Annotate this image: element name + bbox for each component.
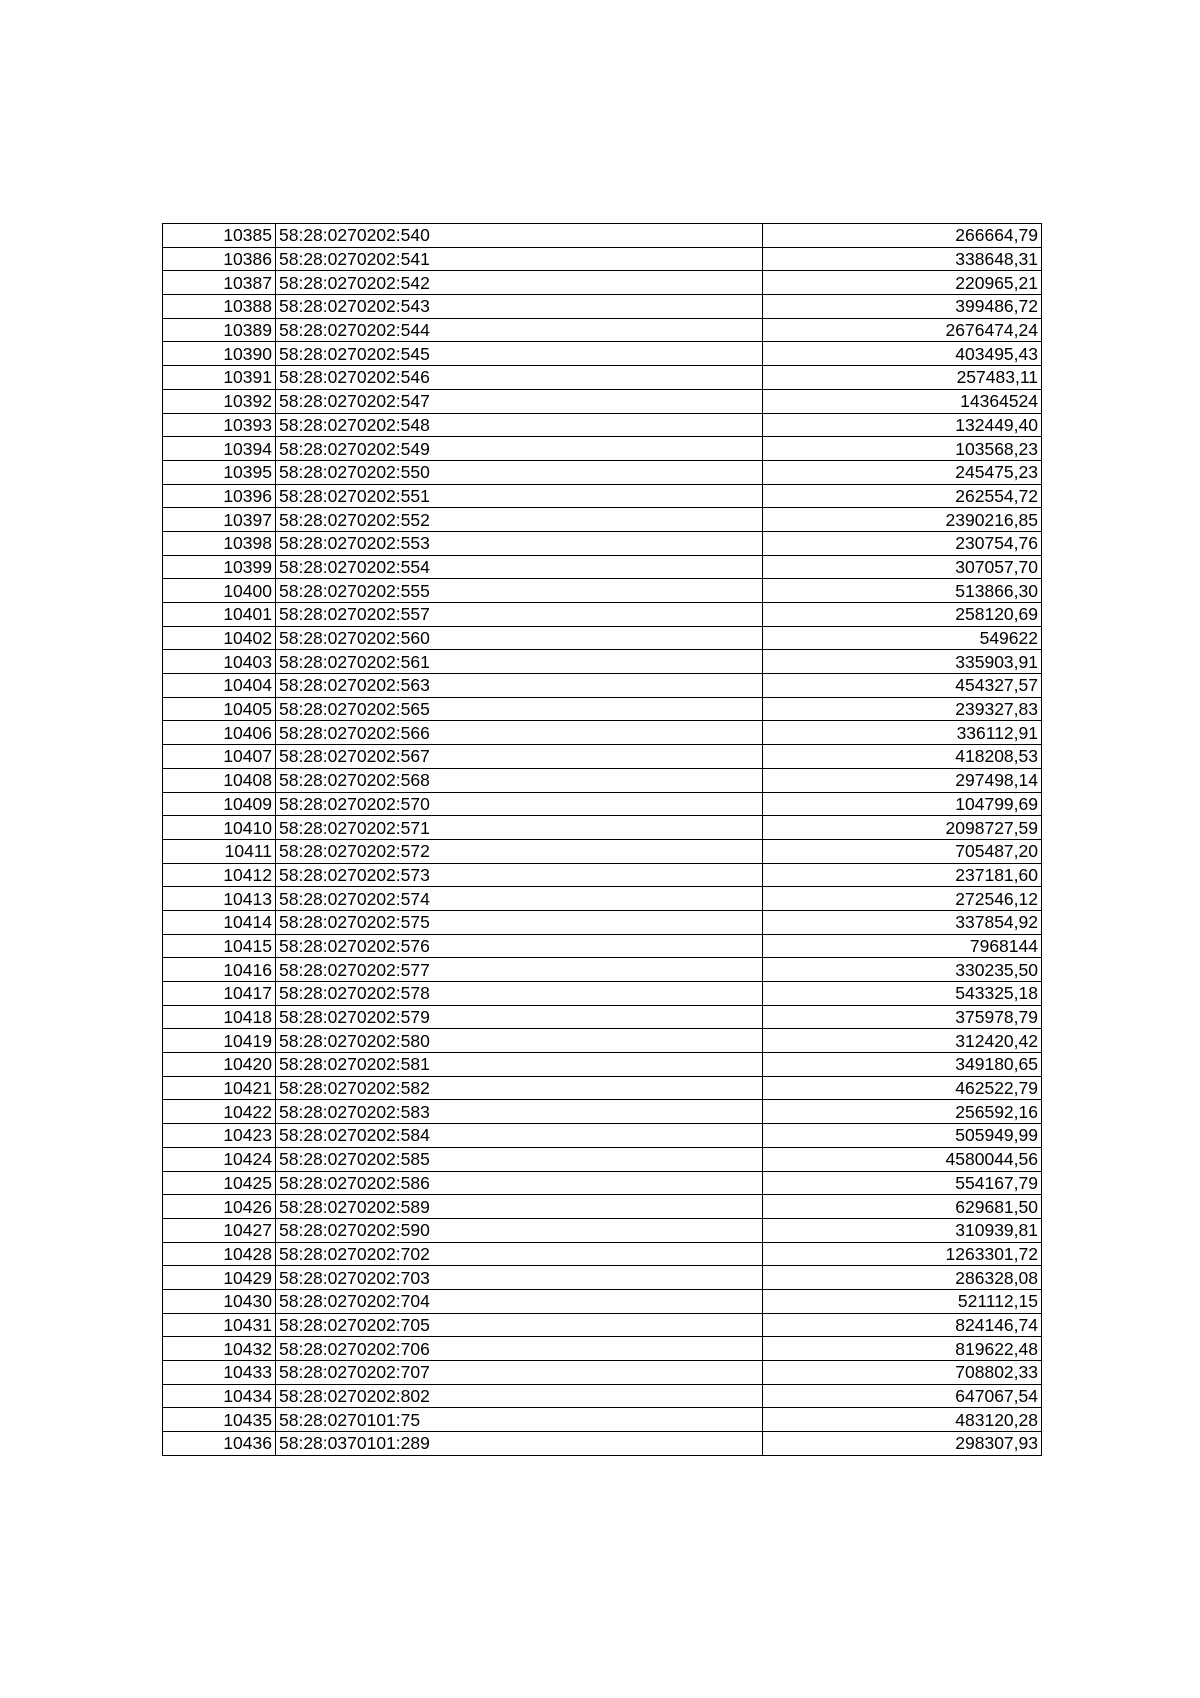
table-row [163,1432,1042,1456]
row-number-cell: 10425 [163,1171,276,1195]
row-number-cell: 10392 [163,389,276,413]
cadastral-value-cell: 230754,76 [763,531,1042,555]
registry-sheet [162,223,1042,1456]
cadastral-number-cell: 58:28:0270101:75 [276,1408,763,1432]
table-row [163,1266,1042,1290]
cadastral-value-cell: 14364524 [763,389,1042,413]
row-number-cell: 10402 [163,626,276,650]
row-number-cell: 10427 [163,1218,276,1242]
cadastral-value-cell: 483120,28 [763,1408,1042,1432]
table-row [163,1384,1042,1408]
row-number-cell: 10404 [163,674,276,698]
table-row [163,1408,1042,1432]
row-number-cell: 10390 [163,342,276,366]
cadastral-number-cell: 58:28:0270202:580 [276,1029,763,1053]
table-row [163,982,1042,1006]
row-number-cell: 10394 [163,437,276,461]
cadastral-number-cell: 58:28:0270202:544 [276,318,763,342]
row-number-cell: 10418 [163,1005,276,1029]
cadastral-value-cell: 330235,50 [763,958,1042,982]
table-row [163,271,1042,295]
cadastral-number-cell: 58:28:0270202:573 [276,863,763,887]
cadastral-value-cell: 220965,21 [763,271,1042,295]
table-row [163,603,1042,627]
cadastral-number-cell: 58:28:0270202:566 [276,721,763,745]
table-row [163,224,1042,248]
cadastral-value-cell: 272546,12 [763,887,1042,911]
cadastral-number-cell: 58:28:0270202:543 [276,295,763,319]
row-number-cell: 10430 [163,1289,276,1313]
row-number-cell: 10401 [163,603,276,627]
cadastral-number-cell: 58:28:0270202:581 [276,1053,763,1077]
cadastral-number-cell: 58:28:0270202:549 [276,437,763,461]
row-number-cell: 10399 [163,555,276,579]
cadastral-number-cell: 58:28:0270202:563 [276,674,763,698]
row-number-cell: 10414 [163,910,276,934]
cadastral-value-cell: 549622 [763,626,1042,650]
table-row [163,650,1042,674]
row-number-cell: 10395 [163,460,276,484]
table-row [163,579,1042,603]
cadastral-number-cell: 58:28:0270202:560 [276,626,763,650]
cadastral-number-cell: 58:28:0270202:584 [276,1124,763,1148]
row-number-cell: 10435 [163,1408,276,1432]
cadastral-value-cell: 337854,92 [763,910,1042,934]
cadastral-value-cell: 338648,31 [763,247,1042,271]
cadastral-number-cell: 58:28:0270202:572 [276,839,763,863]
table-row [163,460,1042,484]
cadastral-value-cell: 399486,72 [763,295,1042,319]
table-row [163,508,1042,532]
table-row [163,531,1042,555]
cadastral-number-cell: 58:28:0270202:571 [276,816,763,840]
cadastral-value-cell: 310939,81 [763,1218,1042,1242]
row-number-cell: 10409 [163,792,276,816]
row-number-cell: 10396 [163,484,276,508]
cadastral-value-cell: 104799,69 [763,792,1042,816]
cadastral-value-cell: 513866,30 [763,579,1042,603]
cadastral-value-cell: 1263301,72 [763,1242,1042,1266]
cadastral-value-cell: 418208,53 [763,745,1042,769]
cadastral-value-cell: 258120,69 [763,603,1042,627]
cadastral-value-cell: 286328,08 [763,1266,1042,1290]
cadastral-number-cell: 58:28:0270202:589 [276,1195,763,1219]
row-number-cell: 10422 [163,1100,276,1124]
cadastral-value-cell: 298307,93 [763,1432,1042,1456]
cadastral-number-cell: 58:28:0270202:583 [276,1100,763,1124]
row-number-cell: 10424 [163,1147,276,1171]
cadastral-number-cell: 58:28:0270202:540 [276,224,763,248]
row-number-cell: 10411 [163,839,276,863]
cadastral-number-cell: 58:28:0270202:567 [276,745,763,769]
cadastral-value-cell: 819622,48 [763,1337,1042,1361]
cadastral-number-cell: 58:28:0270202:551 [276,484,763,508]
table-row [163,1005,1042,1029]
table-row [163,816,1042,840]
cadastral-number-cell: 58:28:0270202:565 [276,697,763,721]
table-row [163,1076,1042,1100]
table-row [163,1361,1042,1385]
row-number-cell: 10413 [163,887,276,911]
row-number-cell: 10386 [163,247,276,271]
table-row [163,1100,1042,1124]
cadastral-number-cell: 58:28:0270202:578 [276,982,763,1006]
cadastral-number-cell: 58:28:0270202:546 [276,366,763,390]
table-row [163,366,1042,390]
cadastral-value-cell: 454327,57 [763,674,1042,698]
cadastral-number-cell: 58:28:0270202:548 [276,413,763,437]
cadastral-number-cell: 58:28:0370101:289 [276,1432,763,1456]
table-row [163,958,1042,982]
row-number-cell: 10412 [163,863,276,887]
row-number-cell: 10388 [163,295,276,319]
table-row [163,484,1042,508]
cadastral-number-cell: 58:28:0270202:574 [276,887,763,911]
cadastral-value-cell: 647067,54 [763,1384,1042,1408]
cadastral-number-cell: 58:28:0270202:554 [276,555,763,579]
cadastral-value-cell: 554167,79 [763,1171,1042,1195]
cadastral-value-cell: 7968144 [763,934,1042,958]
table-row [163,1218,1042,1242]
table-row [163,839,1042,863]
cadastral-value-cell: 2098727,59 [763,816,1042,840]
cadastral-number-cell: 58:28:0270202:705 [276,1313,763,1337]
table-row [163,247,1042,271]
table-row [163,910,1042,934]
cadastral-value-cell: 307057,70 [763,555,1042,579]
cadastral-number-cell: 58:28:0270202:577 [276,958,763,982]
cadastral-value-cell: 543325,18 [763,982,1042,1006]
row-number-cell: 10393 [163,413,276,437]
cadastral-value-cell: 237181,60 [763,863,1042,887]
table-row [163,792,1042,816]
cadastral-value-table [162,223,1042,1456]
row-number-cell: 10397 [163,508,276,532]
row-number-cell: 10410 [163,816,276,840]
row-number-cell: 10408 [163,768,276,792]
cadastral-number-cell: 58:28:0270202:568 [276,768,763,792]
cadastral-number-cell: 58:28:0270202:545 [276,342,763,366]
table-row [163,318,1042,342]
row-number-cell: 10415 [163,934,276,958]
cadastral-value-cell: 824146,74 [763,1313,1042,1337]
cadastral-number-cell: 58:28:0270202:576 [276,934,763,958]
cadastral-value-cell: 245475,23 [763,460,1042,484]
table-row [163,674,1042,698]
cadastral-value-cell: 132449,40 [763,413,1042,437]
cadastral-value-cell: 256592,16 [763,1100,1042,1124]
cadastral-value-cell: 312420,42 [763,1029,1042,1053]
table-row [163,768,1042,792]
cadastral-number-cell: 58:28:0270202:802 [276,1384,763,1408]
table-row [163,626,1042,650]
row-number-cell: 10434 [163,1384,276,1408]
cadastral-value-cell: 375978,79 [763,1005,1042,1029]
cadastral-number-cell: 58:28:0270202:590 [276,1218,763,1242]
table-row [163,413,1042,437]
cadastral-value-cell: 335903,91 [763,650,1042,674]
table-row [163,295,1042,319]
cadastral-value-cell: 262554,72 [763,484,1042,508]
row-number-cell: 10416 [163,958,276,982]
cadastral-value-cell: 705487,20 [763,839,1042,863]
table-row [163,1195,1042,1219]
row-number-cell: 10436 [163,1432,276,1456]
cadastral-value-cell: 2676474,24 [763,318,1042,342]
cadastral-number-cell: 58:28:0270202:555 [276,579,763,603]
row-number-cell: 10417 [163,982,276,1006]
cadastral-number-cell: 58:28:0270202:585 [276,1147,763,1171]
row-number-cell: 10405 [163,697,276,721]
table-row [163,1242,1042,1266]
table-row [163,1337,1042,1361]
cadastral-number-cell: 58:28:0270202:542 [276,271,763,295]
table-row [163,721,1042,745]
row-number-cell: 10391 [163,366,276,390]
cadastral-number-cell: 58:28:0270202:561 [276,650,763,674]
cadastral-value-cell: 266664,79 [763,224,1042,248]
cadastral-value-cell: 103568,23 [763,437,1042,461]
cadastral-number-cell: 58:28:0270202:582 [276,1076,763,1100]
cadastral-number-cell: 58:28:0270202:707 [276,1361,763,1385]
table-row [163,1171,1042,1195]
table-row [163,1124,1042,1148]
cadastral-number-cell: 58:28:0270202:706 [276,1337,763,1361]
cadastral-number-cell: 58:28:0270202:702 [276,1242,763,1266]
cadastral-value-cell: 403495,43 [763,342,1042,366]
table-row [163,555,1042,579]
cadastral-value-cell: 462522,79 [763,1076,1042,1100]
cadastral-number-cell: 58:28:0270202:586 [276,1171,763,1195]
cadastral-number-cell: 58:28:0270202:703 [276,1266,763,1290]
cadastral-number-cell: 58:28:0270202:541 [276,247,763,271]
cadastral-number-cell: 58:28:0270202:550 [276,460,763,484]
row-number-cell: 10428 [163,1242,276,1266]
cadastral-value-cell: 349180,65 [763,1053,1042,1077]
row-number-cell: 10433 [163,1361,276,1385]
row-number-cell: 10429 [163,1266,276,1290]
table-row [163,863,1042,887]
cadastral-number-cell: 58:28:0270202:557 [276,603,763,627]
cadastral-value-cell: 629681,50 [763,1195,1042,1219]
cadastral-number-cell: 58:28:0270202:575 [276,910,763,934]
table-row [163,934,1042,958]
cadastral-value-cell: 521112,15 [763,1289,1042,1313]
row-number-cell: 10387 [163,271,276,295]
row-number-cell: 10420 [163,1053,276,1077]
cadastral-number-cell: 58:28:0270202:547 [276,389,763,413]
table-row [163,1313,1042,1337]
table-row [163,1289,1042,1313]
row-number-cell: 10426 [163,1195,276,1219]
cadastral-value-cell: 4580044,56 [763,1147,1042,1171]
row-number-cell: 10406 [163,721,276,745]
row-number-cell: 10400 [163,579,276,603]
cadastral-value-cell: 708802,33 [763,1361,1042,1385]
row-number-cell: 10407 [163,745,276,769]
row-number-cell: 10432 [163,1337,276,1361]
table-row [163,745,1042,769]
cadastral-value-cell: 257483,11 [763,366,1042,390]
cadastral-value-cell: 239327,83 [763,697,1042,721]
row-number-cell: 10385 [163,224,276,248]
cadastral-number-cell: 58:28:0270202:553 [276,531,763,555]
table-body [163,224,1042,1456]
cadastral-value-cell: 297498,14 [763,768,1042,792]
cadastral-number-cell: 58:28:0270202:552 [276,508,763,532]
row-number-cell: 10419 [163,1029,276,1053]
cadastral-value-cell: 505949,99 [763,1124,1042,1148]
cadastral-value-cell: 2390216,85 [763,508,1042,532]
table-row [163,1029,1042,1053]
cadastral-number-cell: 58:28:0270202:579 [276,1005,763,1029]
cadastral-value-cell: 336112,91 [763,721,1042,745]
table-row [163,697,1042,721]
row-number-cell: 10389 [163,318,276,342]
table-row [163,437,1042,461]
table-row [163,1053,1042,1077]
table-row [163,1147,1042,1171]
table-row [163,887,1042,911]
table-row [163,342,1042,366]
row-number-cell: 10398 [163,531,276,555]
row-number-cell: 10421 [163,1076,276,1100]
cadastral-number-cell: 58:28:0270202:704 [276,1289,763,1313]
row-number-cell: 10423 [163,1124,276,1148]
row-number-cell: 10403 [163,650,276,674]
cadastral-number-cell: 58:28:0270202:570 [276,792,763,816]
table-row [163,389,1042,413]
row-number-cell: 10431 [163,1313,276,1337]
